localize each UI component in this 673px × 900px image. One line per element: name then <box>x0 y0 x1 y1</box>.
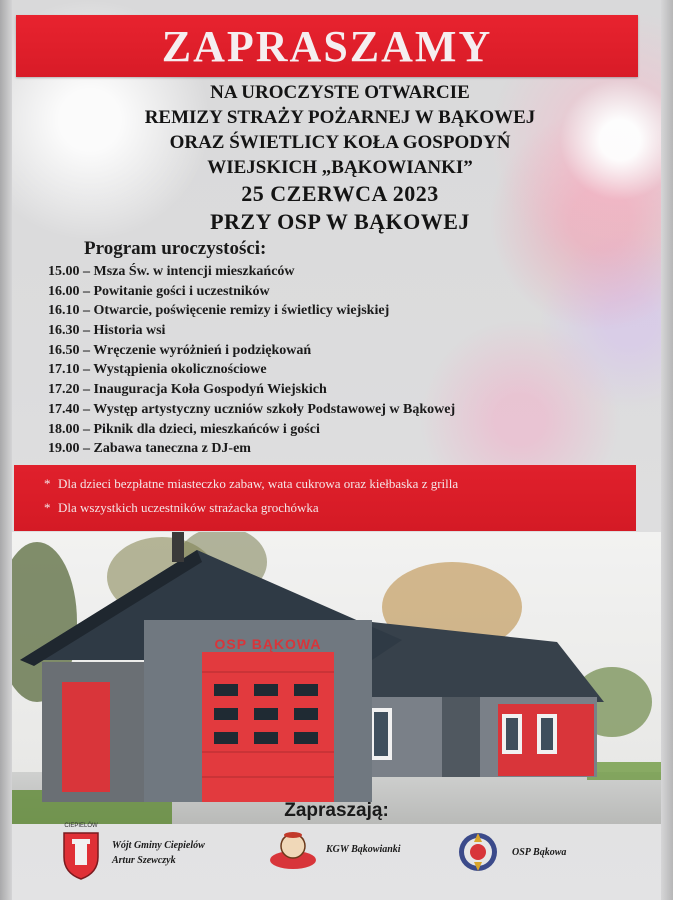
program-item: 16.10 – Otwarcie, poświęcenie remizy i świetlicy wiejskiej <box>48 303 390 319</box>
bullet-icon: * <box>44 476 51 491</box>
coat-of-arms-label: CIEPIELÓW <box>64 823 98 829</box>
station-sign: OSP BĄKOWA <box>214 636 322 652</box>
organizer-name: KGW Bąkowianki <box>326 843 401 855</box>
frame-left <box>0 0 12 900</box>
organizer-kgw <box>268 826 401 872</box>
organizer-name: OSP Bąkowa <box>512 846 567 858</box>
note-item <box>44 499 636 523</box>
program-item: 16.50 – Wręczenie wyróżnień i podziękowań <box>48 342 312 358</box>
headline-line: REMIZY STRAŻY POŻARNEJ W BĄKOWEJ <box>144 107 536 128</box>
program-item: 17.40 – Występ artystyczny uczniów szkoły Podstawowej w Bąkowej <box>48 401 456 417</box>
event-venue: PRZY OSP W BĄKOWEJ <box>210 209 470 234</box>
program-item: 19.00 – Zabawa taneczna z DJ-em <box>48 441 251 457</box>
fire-station-illustration <box>12 532 661 824</box>
program-item: 16.30 – Historia wsi <box>48 323 166 339</box>
program-item: 18.00 – Piknik dla dzieci, mieszkańców i gości <box>48 421 320 437</box>
program-list <box>48 262 608 459</box>
program-item: 16.00 – Powitanie gości i uczestników <box>48 283 270 299</box>
kgw-logo-icon <box>268 826 318 872</box>
headline-line: NA UROCZYSTE OTWARCIE <box>210 82 470 103</box>
organizer-ciepielow <box>58 823 205 883</box>
note-text: Dla dzieci bezpłatne miasteczko zabaw, wata cukrowa oraz kiełbaska z grilla <box>58 476 459 491</box>
organizer-person: Artur Szewczyk <box>112 855 176 866</box>
bullet-icon: * <box>44 500 51 515</box>
event-date: 25 CZERWCA 2023 <box>241 181 439 206</box>
notes-banner <box>14 465 636 531</box>
shield-icon <box>58 829 104 881</box>
organizer-name: Wójt Gminy Ciepielów <box>112 840 205 851</box>
ciepielow-coat-of-arms <box>58 823 104 883</box>
organizer-osp <box>456 830 566 874</box>
note-item <box>44 475 636 499</box>
program-item: 15.00 – Msza Św. w intencji mieszkańców <box>48 264 295 279</box>
header-title: ZAPRASZAMY <box>161 21 493 71</box>
headline-line: ORAZ ŚWIETLICY KOŁA GOSPODYŃ <box>169 132 511 153</box>
osp-emblem-icon <box>456 830 500 874</box>
frame-right <box>661 0 673 900</box>
program-item: 17.20 – Inauguracja Koła Gospodyń Wiejskich <box>48 382 327 398</box>
event-headlines <box>40 80 640 236</box>
note-text: Dla wszystkich uczestników strażacka grochówka <box>58 500 319 515</box>
program-title: Program uroczystości: <box>84 238 267 259</box>
program-item: 17.10 – Wystąpienia okolicznościowe <box>48 362 267 378</box>
headline-line: WIEJSKICH „BĄKOWIANKI” <box>207 157 473 178</box>
header-banner <box>16 15 638 77</box>
footer-title: Zapraszają: <box>284 800 389 821</box>
fire-station-photo <box>12 532 661 824</box>
